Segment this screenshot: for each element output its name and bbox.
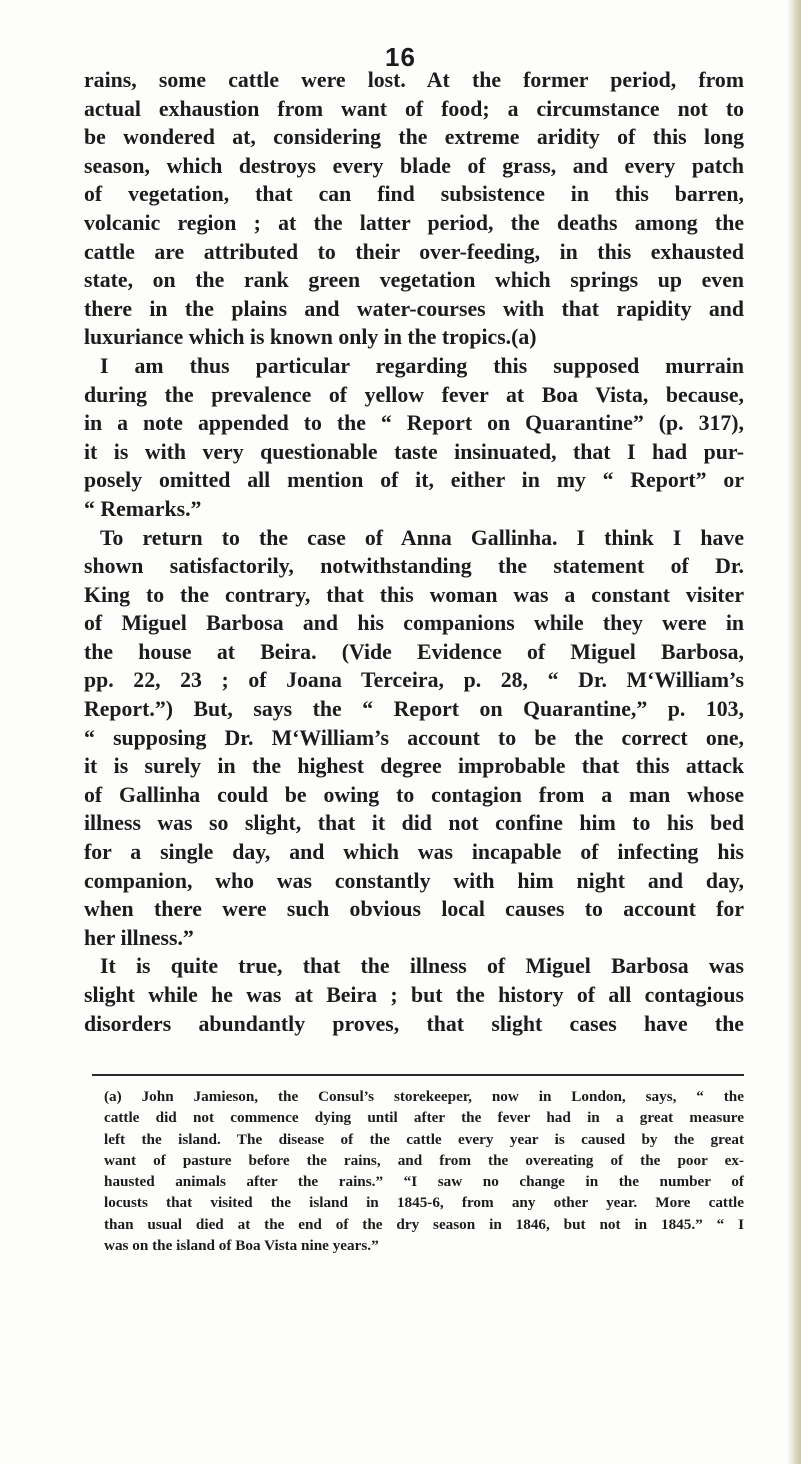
body-line: cattle are attributed to their over-feeding, in this exhausted	[84, 239, 744, 264]
body-line: posely omitted all mention of it, either in my “ Report” or	[84, 468, 744, 493]
body-line: her illness.”	[84, 925, 194, 950]
body-line: volcanic region ; at the latter period, the deaths among the	[84, 210, 744, 235]
page-edge-shadow	[787, 0, 801, 1464]
page-number: 16	[385, 42, 416, 72]
body-line: it is with very questionable taste insinuated, that I had pur-	[84, 439, 744, 464]
body-line: be wondered at, considering the extreme aridity of this long	[84, 125, 744, 150]
footnote-line: cattle did not commence dying until after the fever had in a great measure	[104, 1109, 744, 1127]
body-line: season, which destroys every blade of grass, and every patch	[84, 153, 744, 178]
body-line: of Gallinha could be owing to contagion from a man whose	[84, 782, 744, 807]
body-line: of vegetation, that can find subsistence in this barren,	[84, 182, 744, 207]
body-line: when there were such obvious local causes to account for	[84, 897, 744, 922]
body-line: “ supposing Dr. M‘William’s account to be the correct one,	[84, 725, 744, 750]
footnote-line: hausted animals after the rains.” “I saw no change in the number of	[104, 1173, 744, 1191]
footnote-line: was on the island of Boa Vista nine years.”	[104, 1237, 379, 1255]
body-line: Report.”) But, says the “ Report on Quarantine,” p. 103,	[84, 697, 744, 722]
body-line: I am thus particular regarding this supposed murrain	[100, 353, 744, 378]
body-line: there in the plains and water-courses with that rapidity and	[84, 296, 744, 321]
body-line: King to the contrary, that this woman was a constant visiter	[84, 582, 744, 607]
body-line: rains, some cattle were lost. At the former period, from	[84, 68, 744, 92]
body-line: luxuriance which is known only in the tropics.(a)	[84, 325, 537, 350]
body-line: state, on the rank green vegetation which springs up even	[84, 268, 744, 293]
body-line: the house at Beira. (Vide Evidence of Miguel Barbosa,	[84, 639, 744, 664]
body-line: slight while he was at Beira ; but the history of all contagious	[84, 983, 744, 1007]
footnote-line: (a) John Jamieson, the Consul’s storekeeper, now in London, says, “ the	[104, 1088, 744, 1105]
body-line: it is surely in the highest degree improbable that this attack	[84, 754, 744, 779]
body-line: “ Remarks.”	[84, 496, 202, 521]
body-line: during the prevalence of yellow fever at Boa Vista, because,	[84, 382, 744, 407]
footnote-line: left the island. The disease of the cattle every year is caused by the great	[104, 1130, 744, 1148]
body-line: It is quite true, that the illness of Miguel Barbosa was	[100, 954, 744, 979]
body-line: in a note appended to the “ Report on Quarantine” (p. 317),	[84, 411, 744, 436]
body-line: of Miguel Barbosa and his companions while they were in	[84, 611, 744, 636]
body-line: pp. 22, 23 ; of Joana Terceira, p. 28, “ Dr. M‘William’s	[84, 668, 744, 693]
body-line: for a single day, and which was incapable of infecting his	[84, 840, 744, 865]
footnote-line: than usual died at the end of the dry season in 1846, but not in 1845.” “ I	[104, 1215, 744, 1233]
body-line: actual exhaustion from want of food; a circumstance not to	[84, 96, 744, 121]
footnote-line: locusts that visited the island in 1845-6, from any other year. More cattle	[104, 1194, 744, 1212]
body-line: shown satisfactorily, notwithstanding the statement of Dr.	[84, 554, 744, 579]
footnote	[104, 1086, 744, 1256]
footnote-divider	[92, 1074, 744, 1076]
body-line: illness was so slight, that it did not confine him to his bed	[84, 811, 744, 836]
body-line: To return to the case of Anna Gallinha. I think I have	[100, 525, 744, 550]
body-line: companion, who was constantly with him night and day,	[84, 868, 744, 893]
body-line: disorders abundantly proves, that slight cases have the	[84, 1011, 744, 1036]
body-text	[84, 66, 744, 1038]
footnote-line: want of pasture before the rains, and from the overeating of the poor ex-	[104, 1151, 744, 1169]
